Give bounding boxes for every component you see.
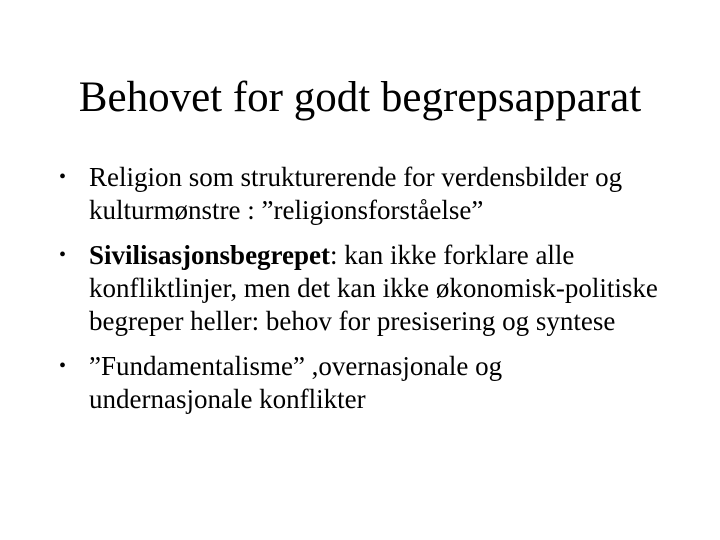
bullet-item-religion <box>55 161 665 227</box>
bullet-icon: • <box>59 166 67 188</box>
bullet-bold-term: Sivilisasjonsbegrepet <box>89 240 331 270</box>
bullet-text: : kan ikke forklare alle konfliktlinjer, men det kan ikke økonomisk-politiske begreper heller: behov for presisering og syntese <box>89 240 658 336</box>
bullet-icon: • <box>59 244 67 266</box>
bullet-item-sivilisasjon <box>55 239 665 338</box>
bullet-list <box>55 161 665 428</box>
slide-title: Behovet for godt begrepsapparat <box>78 74 642 121</box>
bullet-icon: • <box>59 355 67 377</box>
bullet-text: Religion som strukturerende for verdensbilder og kulturmønstre : ”religionsforståelse” <box>89 162 623 225</box>
bullet-item-fundamentalisme <box>55 350 665 416</box>
bullet-text: ”Fundamentalisme” ,overnasjonale og undernasjonale konflikter <box>89 351 503 414</box>
